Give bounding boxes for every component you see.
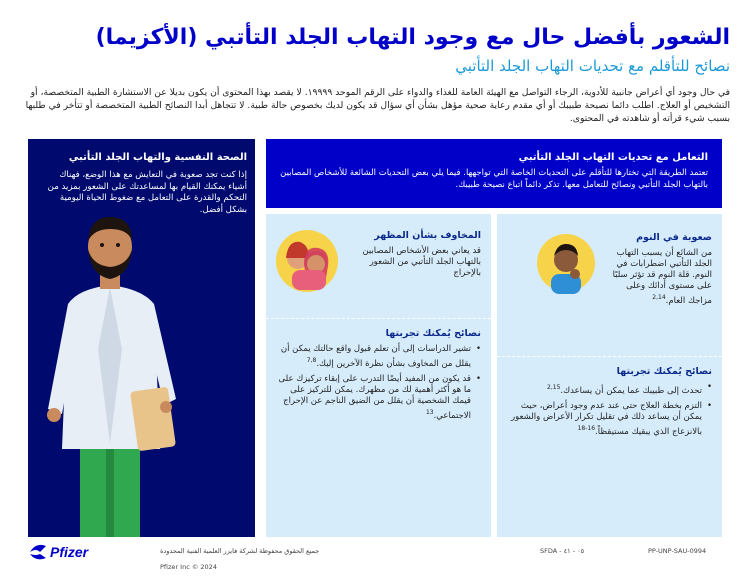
mental-health-body: إذا كنت تجد صعوبة في التعايش مع هذا الوضع، فهناك أشياء يمكنك القيام بها لمساعدتك على الشعور بمزيد من التحكم والقدرة على التعامل مع ضغوط الحياة اليومية بشكل أفضل. xyxy=(47,170,247,215)
rights-text: جميع الحقوق محفوظة لشركة فايزر العلمية الفنية المحدودة xyxy=(160,547,320,555)
man-thinking-avatar-icon xyxy=(535,232,597,294)
sleep-body: من الشائع أن يسبب التهاب الجلد التأتبي اضطرابات في النوم. قلة النوم قد تؤثر سلبًا على مستوى أدائك وعلى مزاجك العام.$^{2,14}$ xyxy=(612,248,712,306)
pfizer-logo-icon xyxy=(28,540,98,564)
page-subtitle: نصائح للتأقلم مع تحديات التهاب الجلد التأتبي xyxy=(455,57,730,75)
sleep-divider xyxy=(497,356,722,357)
sfda-code: SFDA - ٠٥ - ٤١ xyxy=(540,547,585,555)
mental-health-title: الصحة النفسية والتهاب الجلد التأتبي xyxy=(68,152,247,163)
sleep-tip: • التزم بخطة العلاج حتى عند عدم وجود أعراض، حيث يمكن أن يساعد ذلك في تقليل تكرار الأعراض والشعور بالانزعاج الذي يبقيك مستيقظاً.$^{16-18}$ xyxy=(507,401,712,438)
intro-disclaimer: في حال وجود أي أعراض جانبية للأدوية، الرجاء التواصل مع الهيئة العامة للغذاء والدواء على الرقم الموحد ١٩٩٩٩. لا يقصد بهذا المحتوى أن يكون بديلا عن الاستشارة الطبية المتخصصة، أو التشخيص أو العلاج. اطلب دائما نصيحة طبيبك أو أي مقدم رعاية صحية مؤهل بشأن أي سؤال قد يكون لديك بخصوص حالة طبية. لا تتجاهل أبدا النصائح الطبية المتخصصة أو تتأخر في طلبها بسبب شيء قرأته أو شاهدته في المحتوى. xyxy=(25,87,730,124)
coping-title: التعامل مع تحديات التهاب الجلد التأتبي xyxy=(518,152,708,163)
appearance-card xyxy=(266,214,491,537)
appearance-body: قد يعاني بعض الأشخاص المصابين بالتهاب الجلد التأتبي من الشعور بالإحراج xyxy=(362,246,481,278)
copyright-text: Pfizer Inc © 2024 xyxy=(160,563,217,571)
coping-header xyxy=(266,139,722,208)
sleep-tip: • تحدث إلى طبيبك عما يمكن أن يساعدك.$^{2,15}$ xyxy=(507,382,712,397)
sleep-tips xyxy=(507,366,712,442)
document-code: PP-UNP-SAU-0994 xyxy=(648,547,707,555)
mental-health-panel xyxy=(28,139,255,537)
pfizer-wordmark: Pfizer xyxy=(50,544,89,560)
appearance-tips-title: نصائح يُمكنك تجربتها xyxy=(385,328,481,339)
appearance-tip: • قد يكون من المفيد أيضًا التدرب على إبقاء تركيزك على ما هو أكثر أهمية لك من مظهرك. يمكن للتركيز على قيمك الشخصية أن يقلل من الضيق الناجم عن الإحراج الاجتماعي.$^{13}$ xyxy=(276,374,481,422)
appearance-divider xyxy=(266,318,491,319)
appearance-title: المخاوف بشأن المظهر xyxy=(374,230,481,241)
top-bar xyxy=(0,0,750,6)
page-title: الشعور بأفضل حال مع وجود التهاب الجلد التأتبي (الأكزيما) xyxy=(95,25,730,50)
sleep-title: صعوبة في النوم xyxy=(636,232,712,243)
sleep-tips-title: نصائح يُمكنك تجربتها xyxy=(616,366,712,377)
sleep-card xyxy=(497,214,722,537)
appearance-tip: • تشير الدراسات إلى أن تعلم قبول واقع حالتك يمكن أن يقلل من المخاوف بشأن نظرة الآخرين إليك.$^{7,8}$ xyxy=(276,344,481,370)
appearance-tips xyxy=(276,328,481,426)
two-women-avatar-icon xyxy=(274,228,340,294)
doctor-figure-icon xyxy=(38,209,188,537)
coping-body: تعتمد الطريقة التي تختارها للتأقلم على التحديات الخاصة التي تواجهها. فيما يلي بعض التحديات الشائعة للأشخاص المصابين بالتهاب الجلد التأتبي ونصائح للتعامل معها. تذكر دائماً اتباع نصيحة طبيبك. xyxy=(280,168,708,190)
